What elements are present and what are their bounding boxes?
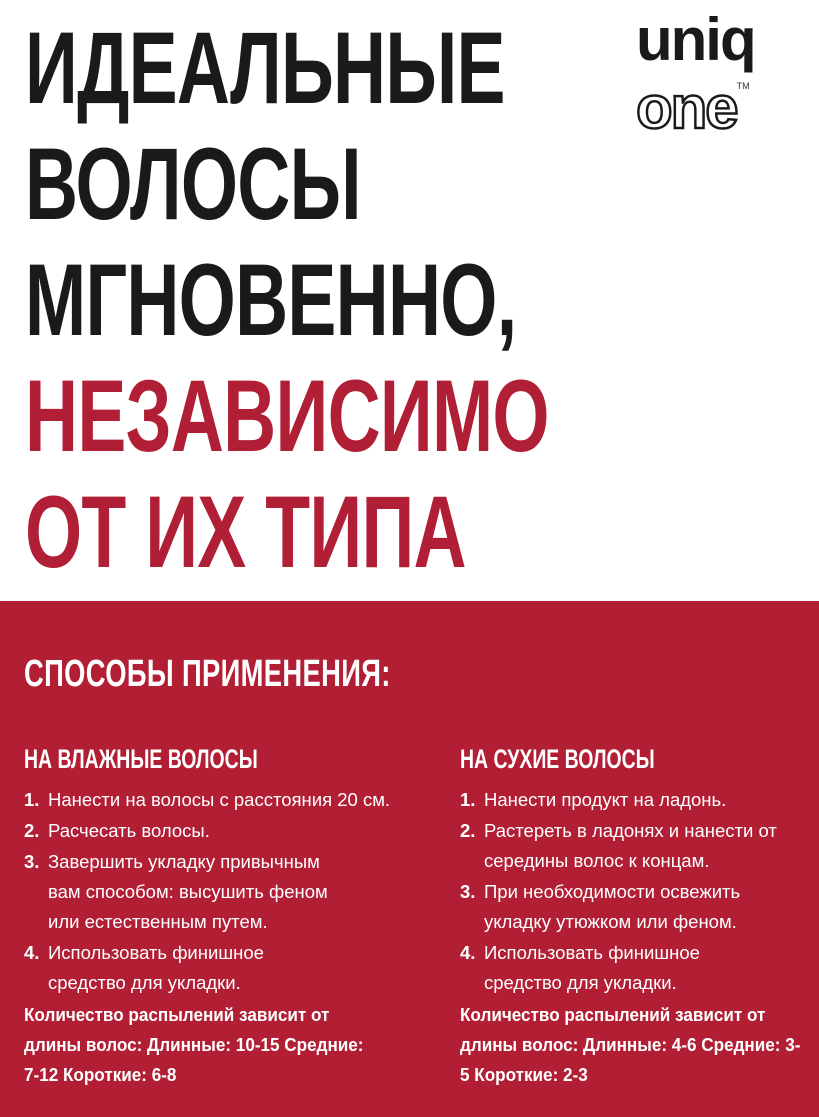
logo-tm: TM bbox=[736, 81, 750, 91]
step bbox=[460, 938, 819, 998]
step bbox=[24, 785, 424, 815]
step-number: 2. bbox=[24, 820, 40, 841]
step-text: Завершить укладку привычным вам способом: высушить феном или естественным путем. bbox=[48, 851, 328, 932]
dry-hair-title: НА СУХИЕ ВОЛОСЫ bbox=[460, 744, 655, 774]
step bbox=[460, 816, 819, 876]
step bbox=[24, 938, 424, 998]
wet-steps bbox=[24, 785, 424, 998]
step-number: 2. bbox=[460, 820, 476, 841]
step-text: Использовать финишное средство для укладки. bbox=[484, 942, 700, 993]
headline-line: ИДЕАЛЬНЫЕ bbox=[25, 11, 505, 125]
step bbox=[460, 785, 819, 815]
step bbox=[24, 816, 424, 846]
step-number: 1. bbox=[460, 789, 476, 810]
headline-line: ВОЛОСЫ bbox=[25, 127, 361, 241]
step-text: Использовать финишное средство для укладки. bbox=[48, 942, 264, 993]
step-text: Расчесать волосы. bbox=[48, 820, 210, 841]
wet-hair-title: НА ВЛАЖНЫЕ ВОЛОСЫ bbox=[24, 744, 258, 774]
step-text: При необходимости освежить укладку утюжком или феном. bbox=[484, 881, 741, 932]
headline-line-red: НЕЗАВИСИМО bbox=[25, 359, 549, 473]
spray-note: Количество распылений зависит от длины волос: Длинные: 4-6 Средние: 3-5 Короткие: 2-3 bbox=[460, 1005, 801, 1085]
step-number: 4. bbox=[460, 942, 476, 963]
step-number: 1. bbox=[24, 789, 40, 810]
dry-steps bbox=[460, 785, 819, 998]
headline-line-red: ОТ ИХ ТИПА bbox=[25, 475, 466, 589]
dry-hair-column bbox=[460, 743, 819, 1090]
step bbox=[24, 847, 424, 937]
usage-section bbox=[0, 601, 819, 1117]
logo-one: one bbox=[636, 74, 737, 141]
headline-line: МГНОВЕННО, bbox=[25, 243, 517, 357]
spray-note: Количество распылений зависит от длины волос: Длинные: 10-15 Средние: 7-12 Короткие: 6-8 bbox=[24, 1005, 364, 1085]
step-number: 3. bbox=[24, 851, 40, 872]
brand-logo bbox=[636, 6, 806, 142]
logo-uniq: uniq bbox=[636, 6, 755, 73]
step-text: Нанести на волосы с расстояния 20 см. bbox=[48, 789, 391, 810]
step-text: Растереть в ладонях и нанести от середины волос к концам. bbox=[484, 820, 777, 871]
step bbox=[460, 877, 819, 937]
usage-title: СПОСОБЫ ПРИМЕНЕНИЯ: bbox=[24, 653, 391, 695]
step-number: 4. bbox=[24, 942, 40, 963]
wet-hair-column bbox=[24, 743, 424, 1090]
step-number: 3. bbox=[460, 881, 476, 902]
step-text: Нанести продукт на ладонь. bbox=[484, 789, 727, 810]
